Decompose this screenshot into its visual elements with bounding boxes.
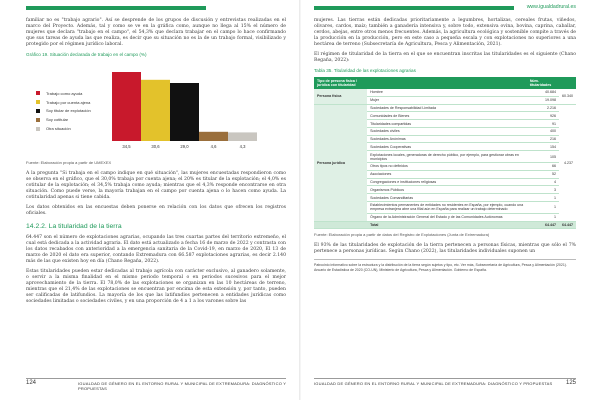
right-paragraph-2: El régimen de titularidad de la tierra en el que se encuentran inscritas las titularidades es el siguiente (Chano Regaña, 2022): (314, 52, 576, 63)
table-cell-type: Asociaciones (367, 170, 527, 178)
table-cell-type: Sociedades civiles (367, 127, 527, 135)
bar-0 (112, 72, 141, 141)
right-page (300, 0, 600, 400)
bar-chart (26, 61, 284, 157)
table-cell-count: 105 (527, 151, 559, 163)
legend-label: Soy cotitular (46, 117, 69, 123)
table-total-row (314, 221, 576, 229)
bar-4 (228, 132, 257, 141)
legend-swatch (36, 109, 40, 113)
bar-value-label: 30,6 (151, 144, 160, 149)
bar-value-label: 29,0 (180, 144, 189, 149)
table-cell-count: 3 (527, 186, 559, 194)
table-cell-type: Organismos Públicos (367, 186, 527, 194)
legend-swatch (36, 91, 40, 95)
table-cell-type: Explotaciones locales, generadoras de derecho público, por ejemplo, para gestionar obras en municipios (367, 151, 527, 163)
left-footer (0, 378, 300, 392)
left-paragraph-3: Los datos obtenidos en las encuestas deben ponerse en relación con los datos que ofrecen los registros oficiales. (26, 205, 286, 216)
legend-item (36, 98, 91, 107)
table-row (314, 104, 576, 112)
table-cell-count: 926 (527, 112, 559, 120)
table-cell-type: Sociedades de Responsabilidad Limitada (367, 104, 527, 112)
right-page-number: 125 (565, 380, 576, 386)
table-source: Fuente: Elaboración propia a partir de datos del Registro de Explotaciones (Junta de Extremadura) (314, 232, 490, 238)
chart-legend (36, 89, 91, 133)
table-cell-count: 1 (527, 201, 559, 213)
table-total-value: 64.447 (527, 221, 559, 229)
table-row (314, 89, 576, 96)
legend-label: Otra situación (46, 126, 71, 132)
site-url: www.igualdadrural.es (526, 4, 576, 10)
legend-swatch (36, 118, 40, 122)
table-header-row (314, 77, 576, 89)
table-cell-count: 40.684 (527, 89, 559, 96)
table-cell-count: 19.098 (527, 96, 559, 104)
bar-2 (170, 83, 199, 141)
table-cell-type: Sociedades Cooperativas (367, 143, 527, 151)
table-cell-count: 216 (527, 135, 559, 143)
table-cell-count: 2.216 (527, 104, 559, 112)
left-top-accent-bar (26, 6, 206, 10)
bar-value-label: 34,5 (122, 144, 131, 149)
left-paragraph-5: Estas titularidades pueden estar dedicadas al trabajo agrícola con carácter exclusivo, al ganadero solamente, o servir a la misma finalidad en el mismo periodo temporal o en periodos sucesivos para el mejor aprovechamiento de la tierra. El 78,0% de las explotaciones se organizan en las 10 hectáreas de terreno, mientras que el 21,4% de las explotaciones se encuentran por encima de esta extensión y, por tanto, pueden ser calificadas de latifundios. La mayoría de los que las latifundios pertenecen a entidades jurídicas como sociedades limitadas o sociedades civiles, y en una proporción de 4 a 1 a los varones sobre las (26, 269, 286, 304)
table-cell-type: Sociedades Anónimas (367, 135, 527, 143)
table-cell-count: 66 (527, 163, 559, 171)
table-cell-count: 52 (527, 170, 559, 178)
right-intro-paragraph: mujeres. Las tierras están dedicadas prioritariamente a legumbres, hortalizas, cereales frutas, viñedos, olivares, cardos, maíz; también a ganadería intensiva y, sobre todo, extensiva ovina, bovina, caprina, caballar, cerdos, abejas, entre otros menos frecuentes. Además, la agricultura ecológica y sostenible compite a través de la producción en la producción, pero en este caso a pequeña escala y con explotaciones no superiores a una hectárea de terreno (Subsecretaría de Agricultura, Pesca y Alimentación, 2021). (314, 18, 576, 47)
section-heading: 14.2.2. La titularidad de la tierra (26, 223, 122, 230)
table-cell-type: Otros tipos no definidos (367, 163, 527, 171)
table-cell-type: Congregaciones e instituciones religiosas (367, 178, 527, 186)
table-caption: Tabla 35. Titularidad de las explotaciones agrarias (314, 68, 416, 73)
table-cell-type: Mujer (367, 96, 527, 104)
bar-value-label: 4,6 (210, 144, 217, 149)
table-group-subtotal: 4.237 (559, 104, 576, 221)
table-cell-type: Titularidades compartidas (367, 120, 527, 128)
table-cell-count: 4 (527, 178, 559, 186)
table-group-subtotal: 60.340 (559, 89, 576, 104)
table-cell-type: Órgano de la Administración General del Estado y de las Comunidades Autónomas (367, 213, 527, 221)
table-total-label: Total (367, 221, 527, 229)
legend-label: Soy titular de explotación (46, 108, 91, 114)
titularidad-table (314, 77, 576, 229)
table-cell-count: 1 (527, 213, 559, 221)
table-cell-type: Sociedades Comanditarias (367, 194, 527, 202)
table-total-value: 64.447 (559, 221, 576, 229)
legend-item (36, 107, 91, 116)
table-header-cell: Tipo de persona física / jurídica con titularidad (314, 77, 367, 89)
table-header-cell (367, 77, 527, 89)
table-header-cell (559, 77, 576, 89)
legend-item (36, 124, 91, 133)
left-page-number: 124 (26, 380, 37, 386)
table-cell-count: 154 (527, 143, 559, 151)
right-footer-text: IGUALDAD DE GÉNERO EN EL ENTORNO RURAL Y MUNICIPAL DE EXTREMADURA: DIAGNÓSTICO Y PROPUESTAS (314, 381, 553, 386)
bar-value-label: 4,3 (239, 144, 246, 149)
legend-item (36, 115, 91, 124)
table-cell-count: 91 (527, 120, 559, 128)
table-cell-type: Hombre (367, 89, 527, 96)
left-intro-paragraph: familiar no es "trabajo agrario". Así se desprende de los grupos de discusión y entrevistas realizadas en el marco del Proyecto. Además, tal y como se ve en la gráfica como, aunque no llega al 15% el número de mujeres que declara "trabajo en el campo", el 54,3% que declara trabajar en el campo lo hace confirmando que sus tareas de ayuda las que realiza, es decir que su situación no es la de un trabajo formal, visibilizado y protegido por el régimen jurídico laboral. (26, 18, 286, 47)
legend-swatch (36, 127, 40, 131)
left-paragraph-2: A la pregunta "Si trabaja en el campo indique en qué situación", las mujeres encuestadas respondieron como se observa en el gráfico, que el 30,0% trabaja por cuenta ajena; el 20% es titular de la explotación; el 4,0% es cotitular de la explotación; el 34,5% trabaja como ayuda; mientras que el 4,3% responde encontrarse en otra situación. Como puede verse, la mayoría trabajan en el campo por cuenta ajena o lo hacen como ayuda. La cotitularidad apenas si tiene cabida. (26, 171, 286, 200)
left-paragraph-4: 64.447 son el número de explotaciones agrarias, ocupando las tres cuartas partes del territorio extremeño, el cual está dedicada a la actividad agraria. El dato está actualizado a fecha 16 de marzo de 2022 y contrasta con los datos recabados con anterioridad a la emergencia sanitaria de la Covid-19, en marzo de 2020, El 13 de marzo de 2020 el dato era superior, contando Extremadura con 66.587 explotaciones agrarias, es decir 2.140 más de las que existen hoy en día (Chano Regaña, 2022). (26, 235, 286, 264)
figure-source: Fuente: Elaboración propia a partir de UMEXEX (26, 160, 112, 165)
table-header-cell: Núm. titularidades (527, 77, 559, 89)
legend-swatch (36, 100, 40, 104)
table-total-spacer (314, 221, 367, 229)
right-footer-rule (314, 378, 576, 379)
right-footer (300, 378, 600, 392)
table-cell-count: 1 (527, 194, 559, 202)
right-paragraph-3: El 93% de las titularidades de explotación de la tierra pertenecen a personas físicas, mientras que sólo el 7% pertenece a personas jurídicas. Según Chano (2022), las titularidades individuales suponen un (314, 243, 576, 255)
table-cell-type: Comunidades de Bienes (367, 112, 527, 120)
bar-3 (199, 132, 228, 141)
figure-caption: Gráfico 19. Situación declarada de trabajo en el campo (%) (26, 52, 147, 57)
left-footer-text: IGUALDAD DE GÉNERO EN EL ENTORNO RURAL Y MUNICIPAL DE EXTREMADURA: DIAGNÓSTICO Y PROPUESTAS (78, 381, 287, 391)
footnote: Patrocinio informativo sobre la estructura y la distribución de la tierra según sujetos y tipo, etc. Ver más, Subsecretaría de Agricultura, Pesca y Alimentación (2021). Anuario de Estadística de 2020 (CO-UN), Ministerio de Agricultura, Pesca y Alimentación. Gobierno de España. (314, 259, 576, 273)
legend-label: Trabajo por cuenta ajena (46, 99, 91, 105)
bar-1 (141, 80, 170, 141)
table-cell-type: Establecimientos permanentes de entidades no residentes en España, por ejemplo, cuando una empresa extranjera abre una filial aún en España para realizar un trabajo determinado (367, 201, 527, 213)
left-footer-rule (26, 378, 286, 379)
table-cell-count: 400 (527, 127, 559, 135)
table-group-label: Persona jurídica (314, 104, 367, 221)
legend-item (36, 89, 91, 98)
legend-label: Trabajo como ayuda (46, 90, 83, 96)
right-top-accent-bar (314, 6, 514, 10)
table-group-label: Persona física (314, 89, 367, 104)
